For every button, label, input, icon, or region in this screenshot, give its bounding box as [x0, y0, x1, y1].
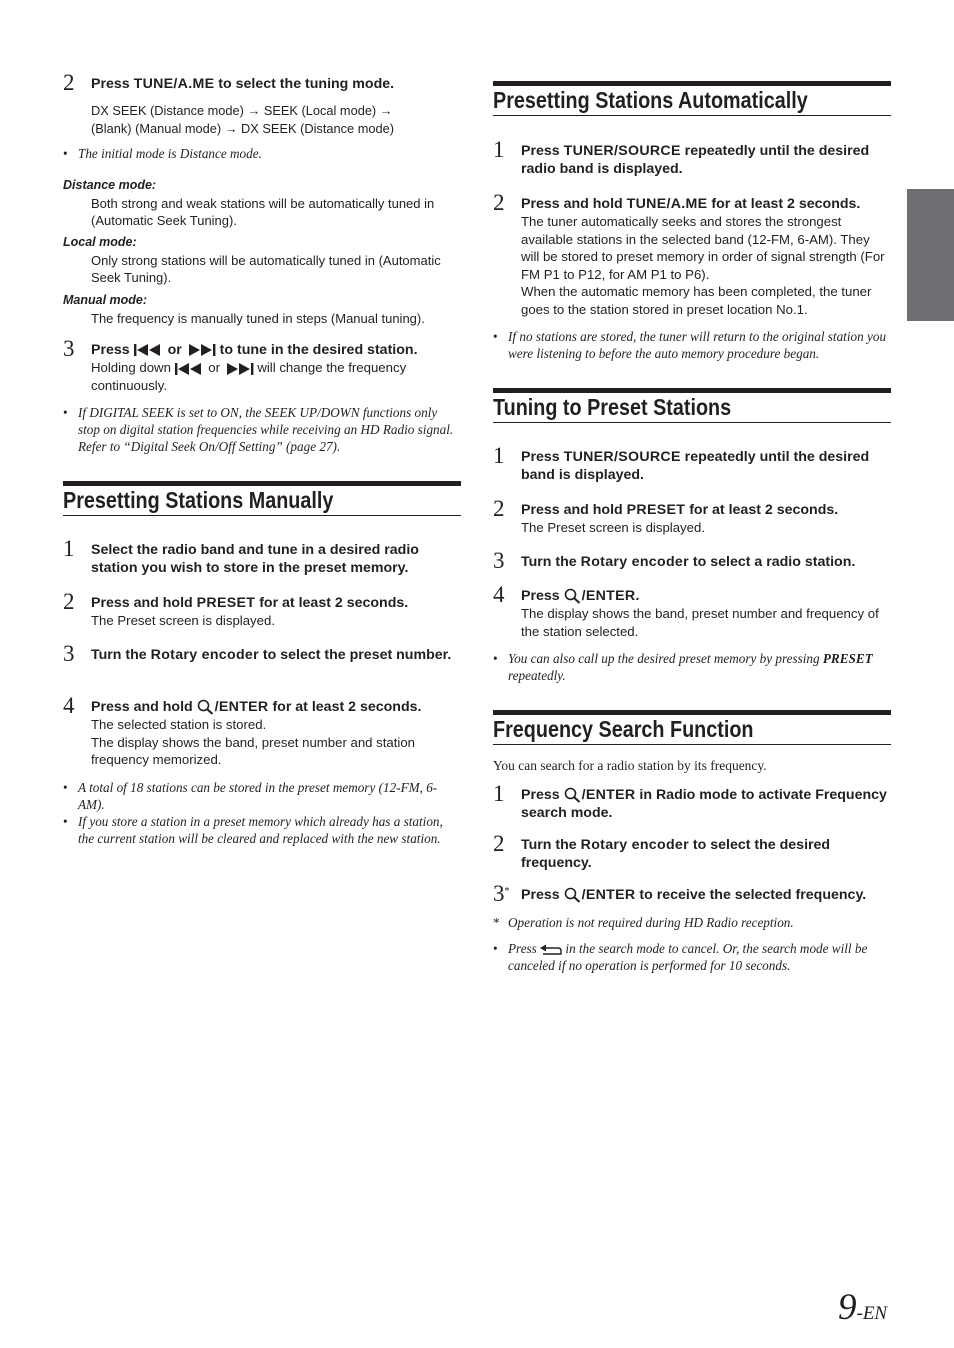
step-number: 2: [493, 831, 505, 856]
manual-mode-label: Manual mode:: [63, 293, 148, 307]
local-mode-text: Only strong stations will be automatically tuned in (Automatic Seek Tuning).: [91, 253, 441, 285]
step-number: 3*: [493, 881, 510, 906]
step-number: 3: [493, 548, 505, 573]
distance-mode-text: Both strong and weak stations will be automatically tuned in (Automatic Seek Tuning).: [91, 196, 435, 228]
key-label: Rotary encoder: [150, 647, 259, 663]
search-icon: [197, 699, 215, 715]
key-label: TUNE/A.ME: [626, 196, 708, 212]
section-heading-preset: Tuning to Preset Stations: [493, 388, 891, 423]
key-label: Rotary encoder: [580, 554, 689, 570]
tuning-step-3: 3 Press or to tune in the desired station. Holding down or will change the frequency continuously.: [63, 336, 418, 393]
auto-step-2: 2 Press and hold TUNE/A.ME for at least 2 seconds. The tuner automatically seeks and stores the strongest available stations in the selected band (12-FM, 6-AM). They will be stored to preset memory in order of signal strength (For FM P1 to P12, for AM P1 to P6). When the automatic memory has been completed, the tuner goes to the station stored in preset location No.1.: [493, 190, 885, 317]
key-label: PRESET: [626, 502, 686, 518]
footnote-hd-radio: * Operation is not required during HD Radio reception.: [493, 915, 794, 930]
preset-step-4: 4 Press /ENTER. The display shows the band, preset number and frequency of the station selected.: [493, 582, 879, 639]
key-label: TUNER/SOURCE: [563, 143, 681, 159]
chapter-side-tab: [907, 189, 954, 321]
search-icon: [564, 887, 582, 903]
search-icon: [564, 787, 582, 803]
next-track-icon: [186, 344, 216, 356]
manual-step-3: 3 Turn the Rotary encoder to select the preset number.: [63, 641, 452, 666]
key-label: /ENTER: [581, 588, 636, 604]
step-number: 2: [493, 496, 505, 521]
step-number: 2: [63, 589, 75, 614]
step-text: Press: [91, 76, 130, 92]
note-preset-overwrite: • If you store a station in a preset memory which already has a station, the current station will be cleared and replaced with the new station.: [63, 814, 443, 846]
note-auto-memory: • If no stations are stored, the tuner will return to the original station you were listening to before the auto memory procedure began.: [493, 329, 887, 361]
key-label: TUNER/SOURCE: [563, 449, 681, 465]
section-heading-auto: Presetting Stations Automatically: [493, 81, 891, 116]
step-number: 1: [493, 781, 505, 806]
step-number: 4: [493, 582, 505, 607]
key-label: /ENTER: [581, 887, 636, 903]
frequency-step-3: 3* Press /ENTER to receive the selected frequency.: [493, 881, 867, 906]
note-cancel-search: • Press in the search mode to cancel. Or, the search mode will be canceled if no operation is performed for 10 seconds.: [493, 941, 868, 973]
key-label: /ENTER: [214, 699, 269, 715]
step-number: 4: [63, 693, 75, 718]
step-number: 1: [63, 536, 75, 561]
step-number: 1: [493, 137, 505, 162]
section-heading-frequency: Frequency Search Function: [493, 710, 891, 745]
previous-track-icon: [175, 363, 205, 375]
next-track-icon: [224, 363, 254, 375]
frequency-step-2: 2 Turn the Rotary encoder to select the desired frequency.: [493, 831, 831, 871]
tuning-step-2: [63, 70, 461, 95]
step-text: to select the tuning mode.: [218, 76, 395, 92]
manual-mode-text: The frequency is manually tuned in steps (Manual tuning).: [91, 311, 425, 326]
step-number: 1: [493, 443, 505, 468]
note-digital-seek: • If DIGITAL SEEK is set to ON, the SEEK UP/DOWN functions only stop on digital station frequencies while receiving an HD Radio signal. Refer to “Digital Seek On/Off Setting” (page 27).: [63, 405, 454, 454]
auto-step-1: 1 Press TUNER/SOURCE repeatedly until the desired radio band is displayed.: [493, 137, 870, 177]
step-number: 2: [63, 70, 75, 95]
key-label: PRESET: [822, 651, 873, 666]
frequency-step-1: 1 Press /ENTER in Radio mode to activate Frequency search mode.: [493, 781, 887, 821]
step-number: 3: [63, 336, 75, 361]
distance-mode-label: Distance mode:: [63, 178, 157, 192]
manual-step-1: 1 Select the radio band and tune in a desired radio station you wish to store in the preset memory.: [63, 536, 419, 576]
back-arrow-icon: [540, 944, 562, 956]
manual-step-2: 2 Press and hold PRESET for at least 2 seconds. The Preset screen is displayed.: [63, 589, 409, 628]
preset-step-3: 3 Turn the Rotary encoder to select a radio station.: [493, 548, 856, 573]
note-initial-mode: • The initial mode is Distance mode.: [63, 146, 262, 161]
section-heading-manual: Presetting Stations Manually: [63, 481, 461, 516]
previous-track-icon: [134, 344, 164, 356]
preset-step-2: 2 Press and hold PRESET for at least 2 seconds. The Preset screen is displayed.: [493, 496, 839, 535]
frequency-intro: You can search for a radio station by its frequency.: [493, 758, 767, 773]
mode-sequence: DX SEEK (Distance mode) → SEEK (Local mode) → (Blank) (Manual mode) → DX SEEK (Distance mode): [91, 103, 394, 136]
step-number: 2: [493, 190, 505, 215]
note-preset-capacity: • A total of 18 stations can be stored in the preset memory (12-FM, 6-AM).: [63, 780, 438, 812]
preset-step-1: 1 Press TUNER/SOURCE repeatedly until the desired band is displayed.: [493, 443, 870, 483]
note-preset-recall: • You can also call up the desired preset memory by pressing PRESET repeatedly.: [493, 651, 873, 683]
key-label: /ENTER: [581, 787, 636, 803]
key-label: Rotary encoder: [580, 837, 689, 853]
key-label: TUNE/A.ME: [133, 76, 215, 92]
step-number: 3: [63, 641, 75, 666]
page-number: 9-EN: [838, 1287, 888, 1328]
local-mode-label: Local mode:: [63, 235, 137, 249]
key-label: PRESET: [196, 595, 256, 611]
manual-step-4: 4 Press and hold /ENTER for at least 2 seconds. The selected station is stored. The display shows the band, preset number and station frequency memorized.: [63, 693, 422, 767]
search-icon: [564, 588, 582, 604]
